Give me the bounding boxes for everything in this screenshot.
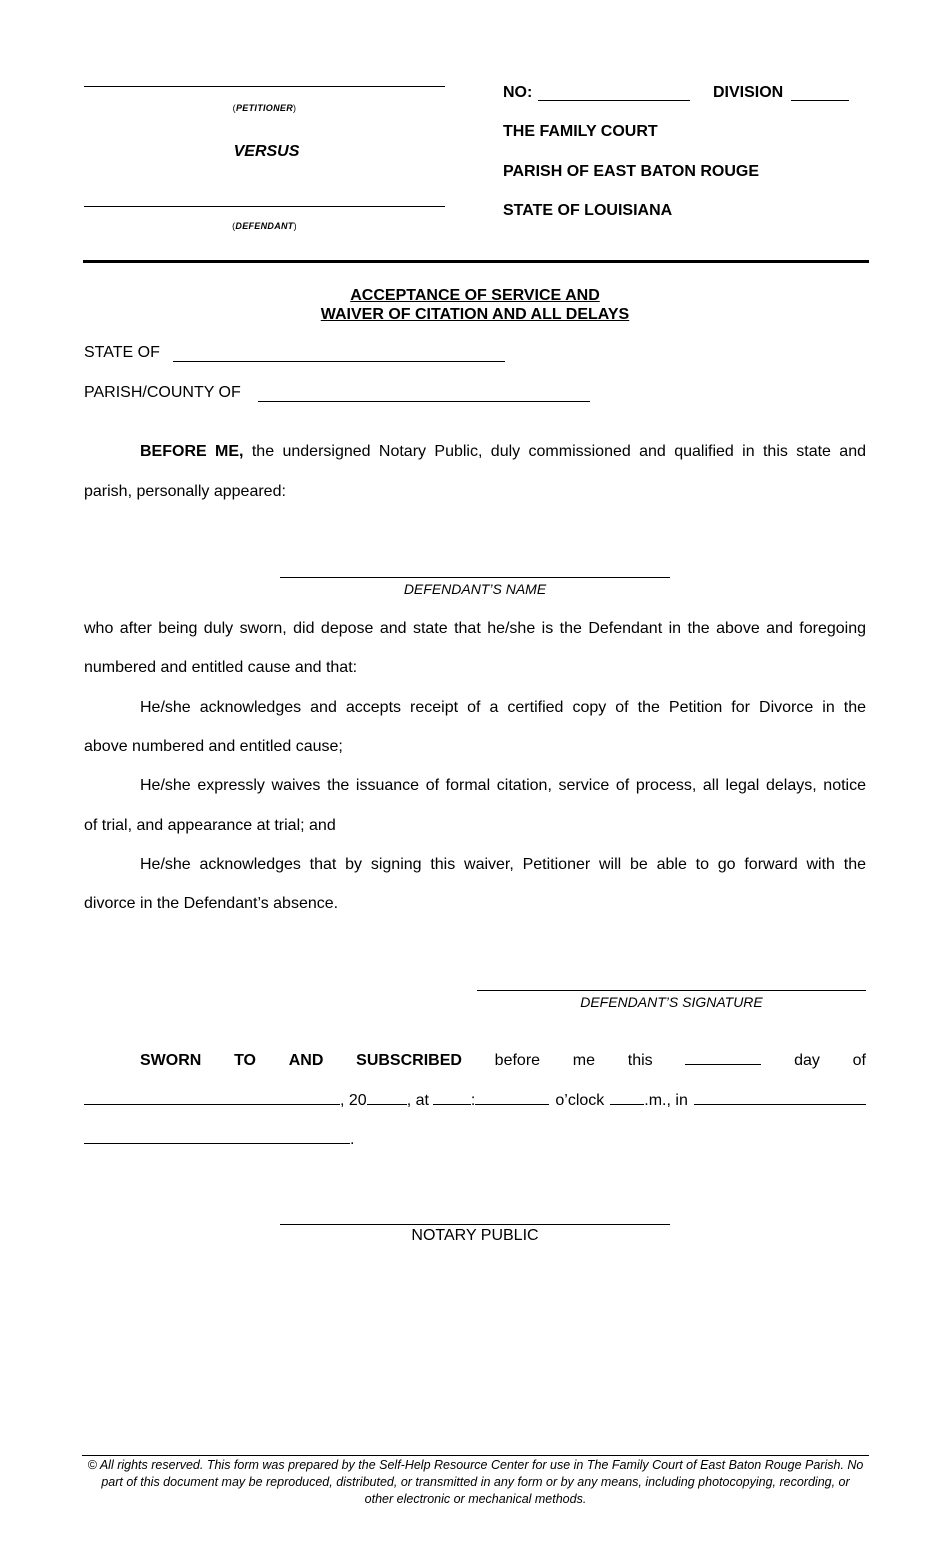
parish-name: PARISH OF EAST BATON ROUGE xyxy=(503,163,760,180)
before-word: before xyxy=(494,1052,541,1069)
sworn-line-2 xyxy=(84,1090,866,1110)
footer-line-1: © All rights reserved. This form was prepared by the Self-Help Resource Center for use in The Family Court of East Baton Rouge Parish. No xyxy=(87,1458,864,1472)
m-in-text: .m., in xyxy=(644,1092,688,1109)
petitioner-label: (PETITIONER) xyxy=(232,103,297,113)
state-of-blank[interactable] xyxy=(173,361,505,362)
day-word: day xyxy=(794,1052,820,1069)
am-pm-blank[interactable] xyxy=(610,1090,644,1105)
parish-county-label: PARISH/COUNTY OF xyxy=(84,384,241,401)
title-line-1: ACCEPTANCE OF SERVICE AND xyxy=(350,287,600,304)
case-number-label: NO: xyxy=(503,84,533,101)
this-word: this xyxy=(627,1052,653,1069)
intro-line-1-rest: the undersigned Notary Public, duly commissioned and qualified in this state and xyxy=(251,443,866,460)
defendant-signature-blank[interactable] xyxy=(477,990,866,991)
and-word: AND xyxy=(288,1052,324,1069)
defendant-label: (DEFENDANT) xyxy=(232,221,297,231)
paragraph-1-line-2: numbered and entitled cause and that: xyxy=(84,659,358,676)
state-name: STATE OF LOUISIANA xyxy=(503,202,673,219)
paragraph-2-line-2: above numbered and entitled cause; xyxy=(84,738,343,755)
paragraph-1-line-1: who after being duly sworn, did depose and state that he/she is the Defendant in the above and foregoing xyxy=(84,620,866,637)
paragraph-3-line-2: of trial, and appearance at trial; and xyxy=(84,817,336,834)
state-of-label: STATE OF xyxy=(84,344,160,361)
sworn-word: SWORN xyxy=(140,1052,202,1069)
title-line-2: WAIVER OF CITATION AND ALL DELAYS xyxy=(320,306,630,323)
before-me-text: BEFORE ME, xyxy=(140,443,244,460)
defendant-signature-label: DEFENDANT’S SIGNATURE xyxy=(580,994,763,1010)
hour-blank[interactable] xyxy=(433,1090,471,1105)
of-word: of xyxy=(852,1052,866,1069)
parish-county-blank[interactable] xyxy=(258,401,590,402)
petitioner-label-text: PETITIONER xyxy=(235,103,293,113)
location-blank[interactable] xyxy=(694,1090,866,1105)
location-continued-blank[interactable] xyxy=(84,1129,350,1144)
defendant-name-label: DEFENDANT’S NAME xyxy=(403,581,547,597)
subscribed-word: SUBSCRIBED xyxy=(356,1052,462,1069)
defendant-label-text: DEFENDANT xyxy=(235,221,294,231)
intro-line-1 xyxy=(140,432,866,471)
period-text: . xyxy=(350,1131,355,1148)
paragraph-4-line-1: He/she acknowledges that by signing this waiver, Petitioner will be able to go forward with the xyxy=(140,856,866,873)
court-name: THE FAMILY COURT xyxy=(503,123,658,140)
defendant-blank[interactable] xyxy=(84,206,445,207)
sworn-line-1 xyxy=(140,1050,866,1070)
division-blank[interactable] xyxy=(791,100,849,101)
footer-line-3: other electronic or mechanical methods. xyxy=(364,1492,587,1506)
month-blank[interactable] xyxy=(84,1090,340,1105)
oclock-text: o’clock xyxy=(555,1092,605,1109)
year-prefix: , 20 xyxy=(340,1092,367,1109)
to-word: TO xyxy=(234,1052,256,1069)
footer-line-2: part of this document may be reproduced, distributed, or transmitted in any form or by any means, including photocopying, recording, or xyxy=(101,1475,850,1489)
copyright-footer xyxy=(82,1457,869,1508)
me-word: me xyxy=(572,1052,596,1069)
case-number-blank[interactable] xyxy=(538,100,690,101)
footer-rule xyxy=(82,1455,869,1456)
division-label: DIVISION xyxy=(713,84,784,101)
notary-signature-blank[interactable] xyxy=(280,1224,670,1225)
paragraph-3-line-1: He/she expressly waives the issuance of formal citation, service of process, all legal delays, notice xyxy=(140,777,866,794)
paragraph-4-line-2: divorce in the Defendant’s absence. xyxy=(84,895,339,912)
at-text: , at xyxy=(406,1092,429,1109)
versus-text: VERSUS xyxy=(233,143,300,160)
sworn-line-3 xyxy=(84,1129,354,1149)
year-blank[interactable] xyxy=(367,1090,407,1105)
notary-label: NOTARY PUBLIC xyxy=(411,1227,539,1244)
petitioner-blank[interactable] xyxy=(84,86,445,87)
caption-divider xyxy=(83,260,869,263)
document-title xyxy=(84,286,866,324)
colon-text: : xyxy=(470,1092,476,1109)
minute-blank[interactable] xyxy=(475,1090,549,1105)
day-blank[interactable] xyxy=(685,1050,761,1065)
paragraph-2-line-1: He/she acknowledges and accepts receipt of a certified copy of the Petition for Divorce in the xyxy=(140,699,866,716)
intro-line-2: parish, personally appeared: xyxy=(84,483,286,500)
defendant-name-blank[interactable] xyxy=(280,577,670,578)
